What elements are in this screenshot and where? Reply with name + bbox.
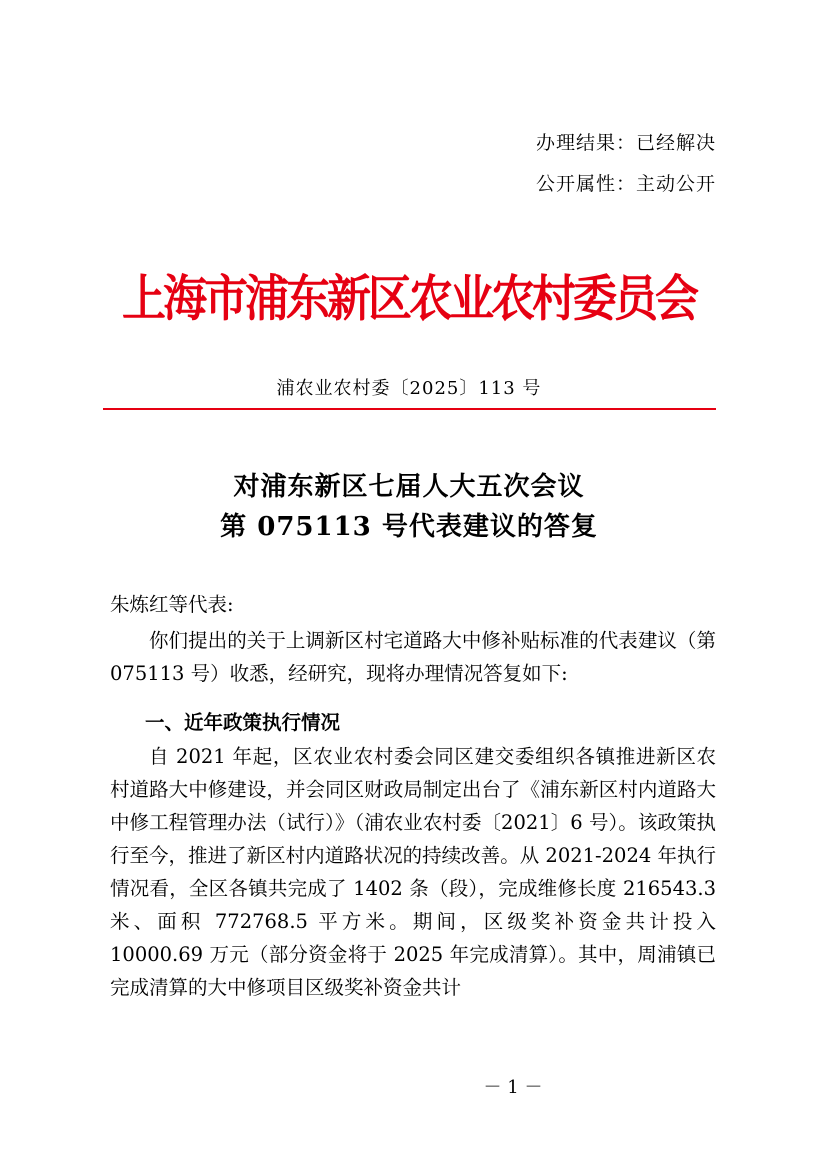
handling-result-value: 已经解决 bbox=[635, 132, 716, 154]
handling-result bbox=[536, 128, 716, 155]
salutation: 朱炼红等代表: bbox=[110, 593, 234, 616]
disclosure-attribute bbox=[536, 169, 716, 196]
handling-result-label: 办理结果： bbox=[535, 132, 636, 154]
document-title-line2: 第 075113 号代表建议的答复 bbox=[220, 512, 598, 542]
page-number: － 1 － bbox=[483, 1077, 543, 1098]
document-title-line1: 对浦东新区七届人大五次会议 bbox=[233, 472, 585, 502]
section-heading-1: 一、近年政策执行情况 bbox=[145, 711, 341, 734]
disclosure-value: 主动公开 bbox=[635, 173, 716, 195]
document-number: 浦农业农村委〔2025〕113 号 bbox=[276, 378, 542, 399]
disclosure-label: 公开属性： bbox=[535, 173, 636, 195]
body-paragraph-1: 你们提出的关于上调新区村宅道路大中修补贴标准的代表建议（第 075113 号）收悉，经研究，现将办理情况答复如下: bbox=[110, 629, 716, 685]
body-paragraph-2: 自 2021 年起，区农业农村委会同区建交委组织各镇推进新区农村道路大中修建设，并会同区财政局制定出台了《浦东新区村内道路大中修工程管理办法（试行）》（浦农业农村委〔2021〕6 号）。该政策执行至今，推进了新区村内道路状况的持续改善。从 2021-2024 年执行情况看，全区各镇共完成了 1402 条（段），完成维修长度 216543.3 米、面积 772768.5 平方米。期间，区级奖补资金共计投入 10000.69 万元（部分资金将于 2025 年完成清算）。其中，周浦镇已完成清算的大中修项目区级奖补资金共计 bbox=[110, 745, 716, 999]
issuing-organization-header: 上海市浦东新区农业农村委员会 bbox=[122, 270, 696, 328]
header-red-rule bbox=[103, 408, 716, 410]
